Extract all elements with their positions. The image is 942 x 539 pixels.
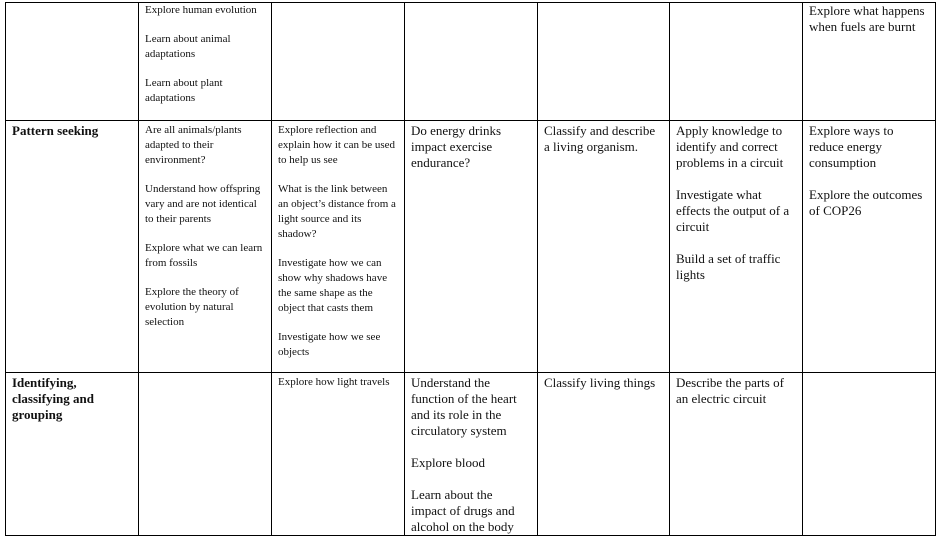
table-cell <box>670 3 803 121</box>
table-cell <box>803 373 936 536</box>
cell-text: Are all animals/plants adapted to their environment? <box>145 124 242 166</box>
cell-content <box>278 375 398 390</box>
table-cell <box>803 121 936 373</box>
cell-text: Explore human evolution <box>145 4 257 16</box>
cell-text: Explore reflection and explain how it can be used to help us see <box>278 124 395 166</box>
table-cell <box>670 121 803 373</box>
row-label <box>6 3 139 121</box>
cell-content <box>544 123 663 155</box>
table-cell <box>405 373 538 536</box>
cell-text: Explore ways to reduce energy consumption <box>809 123 894 170</box>
cell-text: Learn about plant adaptations <box>145 77 223 104</box>
cell-text: Explore what we can learn from fossils <box>145 242 263 269</box>
table-cell <box>405 121 538 373</box>
table-cell <box>272 121 405 373</box>
table-cell <box>670 373 803 536</box>
cell-text: Classify living things <box>544 375 656 390</box>
table-cell <box>538 373 670 536</box>
cell-content <box>676 375 796 407</box>
cell-text: Explore blood <box>411 455 486 470</box>
table-row <box>6 373 936 536</box>
cell-text: Investigate what effects the output of a circuit <box>676 187 790 234</box>
cell-text: Explore what happens when fuels are burnt <box>809 3 925 34</box>
cell-text: Explore the theory of evolution by natural selection <box>145 286 239 328</box>
row-label: Identifying, classifying and grouping <box>6 373 139 536</box>
cell-text: Describe the parts of an electric circuit <box>676 375 784 406</box>
cell-content <box>145 3 265 106</box>
cell-content <box>411 123 531 171</box>
table-cell <box>272 373 405 536</box>
row-label: Pattern seeking <box>6 121 139 373</box>
cell-text: Build a set of traffic lights <box>676 251 781 282</box>
cell-content <box>411 375 531 535</box>
table-cell <box>538 121 670 373</box>
table-cell <box>139 121 272 373</box>
cell-text: Understand how offspring vary and are not identical to their parents <box>145 183 261 225</box>
table-cell <box>803 3 936 121</box>
science-enquiry-table <box>5 2 936 536</box>
cell-text: What is the link between an object’s distance from a light source and its shadow? <box>278 183 396 240</box>
table-cell <box>405 3 538 121</box>
cell-content <box>544 375 663 391</box>
cell-content <box>676 123 796 283</box>
cell-content <box>809 123 929 219</box>
cell-text: Do energy drinks impact exercise endurance? <box>411 123 502 170</box>
cell-text: Explore how light travels <box>278 376 390 388</box>
table-cell <box>139 3 272 121</box>
cell-content <box>145 123 265 330</box>
table-row <box>6 3 936 121</box>
cell-text: Learn about the impact of drugs and alcohol on the body <box>411 487 515 534</box>
cell-content <box>809 3 929 35</box>
cell-content <box>278 123 398 360</box>
table-row <box>6 121 936 373</box>
cell-text: Classify and describe a living organism. <box>544 123 656 154</box>
cell-text: Explore the outcomes of COP26 <box>809 187 923 218</box>
cell-text: Apply knowledge to identify and correct problems in a circuit <box>676 123 784 170</box>
cell-text: Investigate how we can show why shadows have the same shape as the object that casts them <box>278 257 388 314</box>
table-cell <box>538 3 670 121</box>
cell-text: Understand the function of the heart and its role in the circulatory system <box>411 375 517 438</box>
cell-text: Investigate how we see objects <box>278 331 381 358</box>
table-cell <box>139 373 272 536</box>
table-cell <box>272 3 405 121</box>
cell-text: Learn about animal adaptations <box>145 33 231 60</box>
